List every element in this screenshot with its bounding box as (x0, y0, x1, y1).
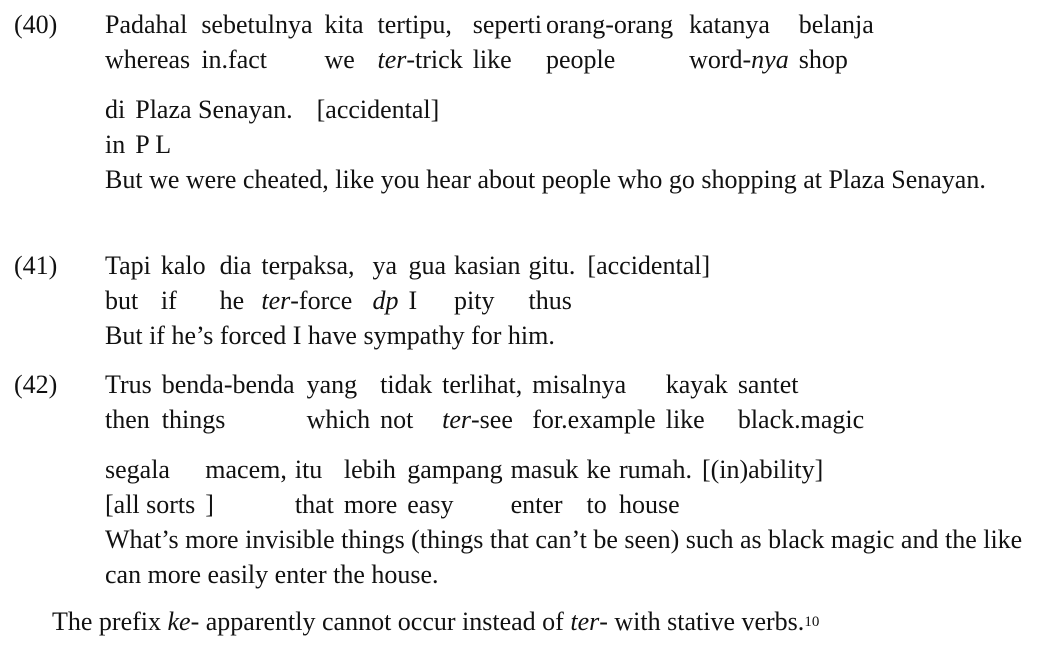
gloss-word: segala (105, 455, 170, 484)
gloss: we (324, 45, 355, 74)
example-number: (42) (14, 370, 58, 399)
gloss: [all sorts (105, 490, 196, 519)
gloss-word: terpaksa, (261, 251, 355, 280)
gloss: like (665, 405, 705, 434)
gloss: ter-force (261, 286, 353, 315)
gloss (702, 487, 833, 522)
gloss-word: benda-benda (161, 370, 295, 399)
gloss-word: santet (737, 370, 799, 399)
gloss: but (105, 286, 139, 315)
gloss: pity (454, 286, 495, 315)
gloss: which (306, 405, 371, 434)
gloss-word: Tapi (105, 251, 151, 280)
example-number: (41) (14, 251, 58, 280)
example-body (105, 7, 1036, 197)
gloss-word: gitu. (528, 251, 576, 280)
gloss (587, 283, 720, 318)
gloss: ter-trick (377, 45, 463, 74)
gloss-word: macem, (205, 455, 287, 484)
gloss: dp (372, 286, 399, 315)
gloss: he (219, 286, 245, 315)
gloss-word: misalnya (532, 370, 627, 399)
gloss: if (160, 286, 177, 315)
gloss-word: gua (408, 251, 447, 280)
footnote-marker[interactable]: 10 (804, 614, 820, 630)
gloss-word: sebetulnya (201, 10, 313, 39)
gloss: then (105, 405, 150, 434)
source-line (105, 367, 874, 402)
gloss: things (161, 405, 226, 434)
gloss-word: terlihat, (442, 370, 523, 399)
gloss: ] (205, 490, 214, 519)
gloss-word: ya (372, 251, 398, 280)
example-number: (40) (14, 10, 58, 39)
gloss: whereas (105, 45, 191, 74)
gloss: people (546, 45, 616, 74)
gloss-word: gampang (407, 455, 503, 484)
gloss-line (105, 402, 874, 437)
gloss: enter (510, 490, 563, 519)
gloss-word: kita (324, 10, 364, 39)
gloss (317, 127, 450, 162)
gloss-line (105, 42, 874, 77)
source-line (105, 7, 874, 42)
gloss-word: Padahal (105, 10, 188, 39)
gloss: not (380, 405, 414, 434)
gloss: like (472, 45, 512, 74)
source-line (105, 92, 449, 127)
gloss-table (105, 92, 449, 162)
gloss: shop (798, 45, 848, 74)
gloss: for.example (532, 405, 656, 434)
gloss-line (105, 283, 720, 318)
gloss: P L (135, 130, 172, 159)
body-paragraph: The prefix ke- apparently cannot occur instead of ter- with stative verbs.$^{10}$ (52, 607, 820, 636)
gloss-word: belanja (798, 10, 874, 39)
gloss-word: katanya (689, 10, 770, 39)
gloss-word: orang-orang (546, 10, 674, 39)
gloss-word: kayak (665, 370, 728, 399)
gloss-line (105, 487, 833, 522)
gloss-word: tertipu, (377, 10, 452, 39)
gloss: ter-see (442, 405, 513, 434)
gloss-word: itu (294, 455, 323, 484)
gloss: in (105, 130, 126, 159)
gloss: thus (528, 286, 572, 315)
gloss-word: [(in)ability] (701, 455, 824, 484)
free-translation: What’s more invisible things (things that can’t be seen) such as black magic and the like can more easily enter the house. (105, 525, 1023, 589)
gloss: word-nya (689, 45, 789, 74)
gloss-word: Trus (105, 370, 152, 399)
gloss: easy (407, 490, 454, 519)
gloss-word: yang (306, 370, 358, 399)
gloss-line (105, 127, 449, 162)
gloss: more (343, 490, 398, 519)
example-body (105, 248, 1036, 353)
gloss-word: kasian (454, 251, 521, 280)
gloss-word: [accidental] (316, 95, 440, 124)
gloss-table (105, 367, 874, 437)
gloss: in.fact (201, 45, 267, 74)
gloss-word: lebih (343, 455, 396, 484)
gloss-word: ke (586, 455, 612, 484)
gloss-word: seperti (472, 10, 543, 39)
gloss-word: tidak (380, 370, 433, 399)
gloss-word: kalo (160, 251, 206, 280)
gloss: that (294, 490, 334, 519)
gloss: house (619, 490, 680, 519)
gloss-table (105, 452, 833, 522)
gloss: black.magic (737, 405, 865, 434)
gloss-word: Plaza Senayan. (135, 95, 293, 124)
source-line (105, 248, 720, 283)
gloss: I (408, 286, 418, 315)
gloss-word: masuk (510, 455, 579, 484)
gloss-word: di (105, 95, 126, 124)
free-translation: But if he’s forced I have sympathy for him. (105, 321, 555, 350)
gloss-table (105, 248, 720, 318)
gloss-word: dia (219, 251, 252, 280)
gloss-table (105, 7, 874, 77)
gloss: to (586, 490, 607, 519)
example-body (105, 367, 1036, 592)
gloss-word: [accidental] (587, 251, 711, 280)
gloss-word: rumah. (619, 455, 692, 484)
source-line (105, 452, 833, 487)
free-translation: But we were cheated, like you hear about people who go shopping at Plaza Senayan. (105, 165, 986, 194)
